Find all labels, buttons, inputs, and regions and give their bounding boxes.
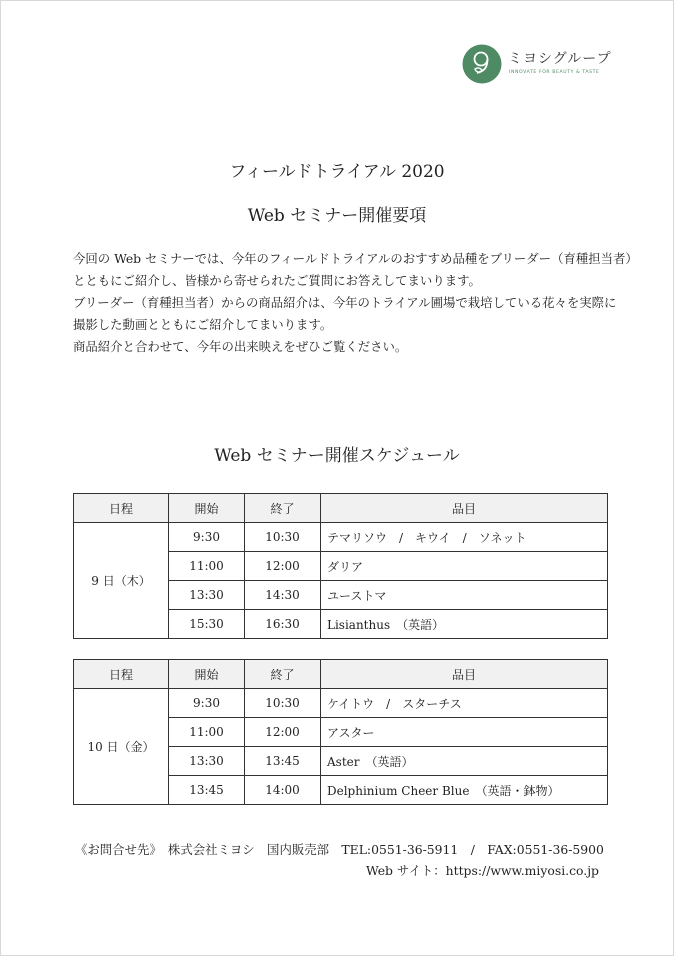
intro-line: 今回の Web セミナーでは、今年のフィールドトライアルのおすすめ品種をブリーダー（育種担当者） (73, 251, 638, 266)
table-header-row (74, 660, 608, 689)
item-cell: アスター (321, 718, 608, 747)
table-header-row (74, 494, 608, 523)
start-time: 11:00 (169, 718, 245, 747)
schedule-table-day2 (73, 659, 608, 805)
miyoshi-logo-icon (462, 44, 502, 84)
intro-line: とともにご紹介し、皆様から寄せられたご質問にお答えしてまいります。 (73, 273, 481, 288)
header-start: 開始 (169, 494, 245, 523)
item-cell: Lisianthus （英語） (321, 610, 608, 639)
end-time: 13:45 (245, 747, 321, 776)
schedule-title: Web セミナー開催スケジュール (214, 446, 460, 466)
document-title: フィールドトライアル 2020 (229, 162, 445, 182)
website-link[interactable]: Web サイト：https://www.miyosi.co.jp (366, 863, 599, 878)
day-cell: 10 日（金） (74, 689, 169, 805)
end-time: 10:30 (245, 523, 321, 552)
item-cell: テマリソウ / キウイ / ソネット (321, 523, 608, 552)
logo-name: ミヨシグループ (508, 51, 612, 67)
company-logo (462, 44, 632, 86)
start-time: 9:30 (169, 523, 245, 552)
end-time: 14:30 (245, 581, 321, 610)
end-time: 12:00 (245, 552, 321, 581)
logo-tagline: INNOVATE FOR BEAUTY & TASTE (509, 70, 600, 75)
table-row (74, 689, 608, 718)
header-start: 開始 (169, 660, 245, 689)
start-time: 9:30 (169, 689, 245, 718)
schedule-table-day1 (73, 493, 608, 639)
item-cell: ユーストマ (321, 581, 608, 610)
item-cell: ダリア (321, 552, 608, 581)
item-cell: ケイトウ / スターチス (321, 689, 608, 718)
header-item: 品目 (321, 494, 608, 523)
header-day: 日程 (74, 660, 169, 689)
day-cell: 9 日（木） (74, 523, 169, 639)
start-time: 13:45 (169, 776, 245, 805)
start-time: 11:00 (169, 552, 245, 581)
intro-line: 商品紹介と合わせて、今年の出来映えをぜひご覧ください。 (73, 339, 408, 354)
start-time: 15:30 (169, 610, 245, 639)
end-time: 14:00 (245, 776, 321, 805)
header-item: 品目 (321, 660, 608, 689)
intro-line: ブリーダー（育種担当者）からの商品紹介は、今年のトライアル圃場で栽培している花々を実際に (73, 295, 617, 310)
table-row (74, 523, 608, 552)
contact-info: 《お問合せ先》 株式会社ミヨシ 国内販売部 TEL:0551-36-5911 / FAX:0551-36-5900 (75, 842, 604, 857)
intro-line: 撮影した動画とともにご紹介してまいります。 (73, 317, 333, 332)
intro-text (73, 248, 638, 358)
header-end: 終了 (245, 660, 321, 689)
end-time: 10:30 (245, 689, 321, 718)
item-cell: Aster （英語） (321, 747, 608, 776)
header-end: 終了 (245, 494, 321, 523)
end-time: 12:00 (245, 718, 321, 747)
header-day: 日程 (74, 494, 169, 523)
start-time: 13:30 (169, 581, 245, 610)
item-cell: Delphinium Cheer Blue （英語・鉢物） (321, 776, 608, 805)
document-subtitle: Web セミナー開催要項 (247, 206, 427, 226)
end-time: 16:30 (245, 610, 321, 639)
start-time: 13:30 (169, 747, 245, 776)
